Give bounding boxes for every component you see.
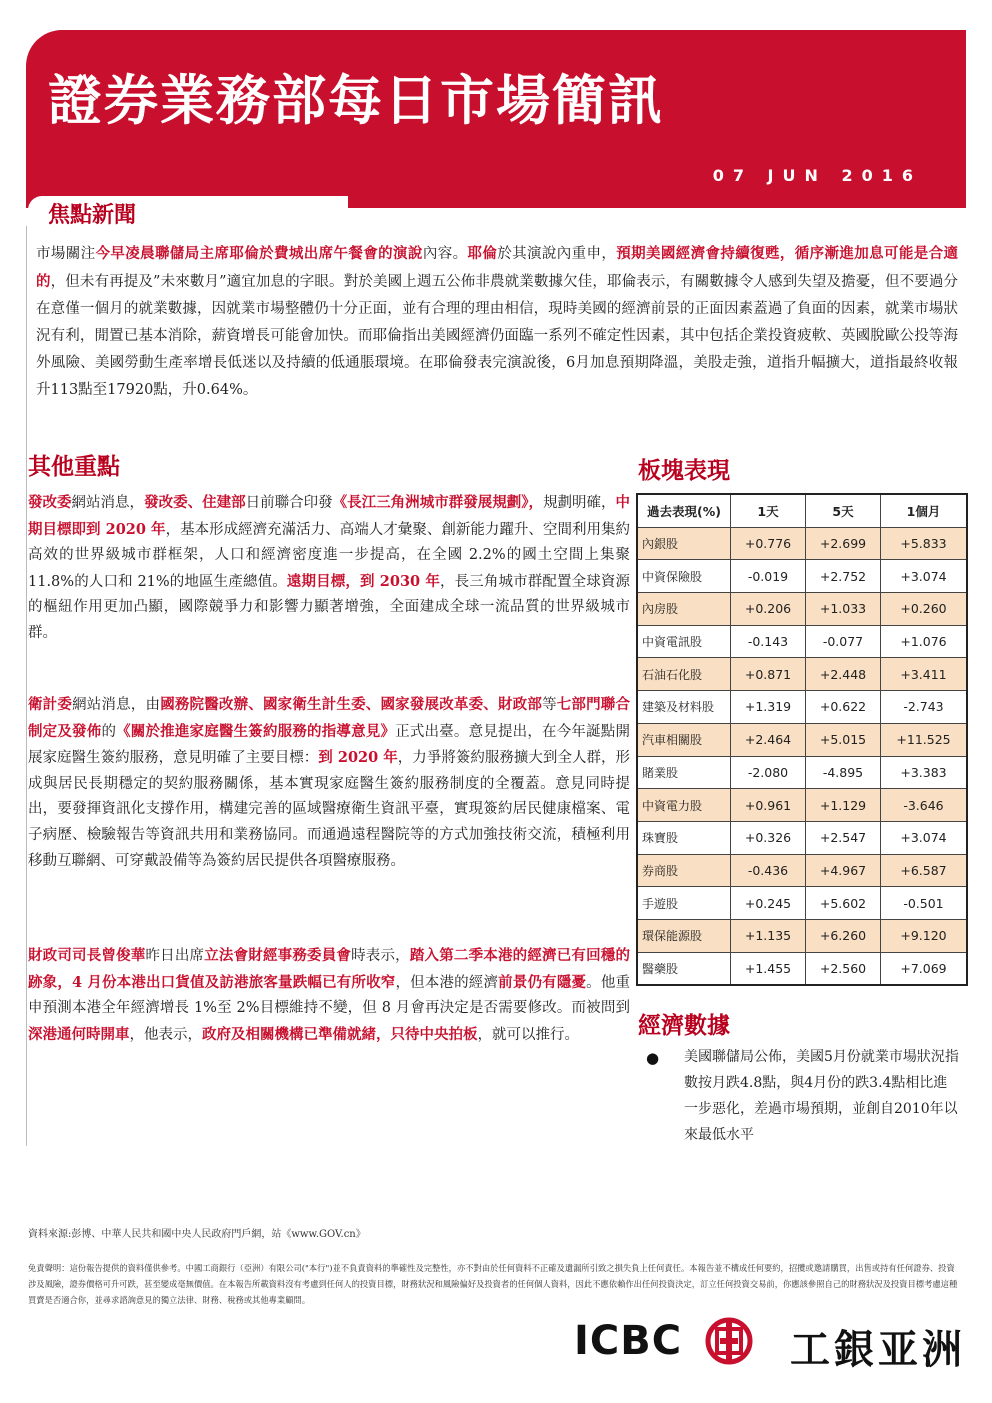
sector-value-cell: +0.871: [731, 658, 806, 691]
news-paragraph-ndrc: [28, 490, 630, 647]
highlight-text: 前景仍有隱憂: [498, 973, 587, 991]
highlight-text: 政府及相關機構已準備就緒，只待中央拍板: [202, 1025, 478, 1043]
sector-value-cell: +2.560: [806, 952, 881, 985]
sector-value-cell: -0.143: [731, 625, 806, 658]
sector-value-cell: +2.464: [731, 723, 806, 756]
sector-value-cell: -0.501: [881, 887, 968, 920]
highlight-text: 今早凌晨聯儲局主席耶倫於費城出席午餐會的演說: [95, 245, 423, 262]
sector-name-cell: 內房股: [637, 593, 731, 626]
sector-name-cell: 環保能源股: [637, 919, 731, 952]
sector-value-cell: +0.326: [731, 821, 806, 854]
page-title: 證券業務部每日市場簡訊: [48, 69, 664, 132]
sector-value-cell: +1.129: [806, 789, 881, 822]
sector-value-cell: +1.135: [731, 919, 806, 952]
sector-name-cell: 石油石化股: [637, 658, 731, 691]
body-text: 時表示，: [351, 948, 410, 964]
economy-section-title: 經濟數據: [638, 1013, 730, 1039]
highlight-text: 立法會財經事務委員會: [204, 947, 352, 964]
sector-value-cell: +1.033: [806, 593, 881, 626]
sector-value-cell: +1.076: [881, 625, 968, 658]
sector-value-cell: +9.120: [881, 919, 968, 952]
table-row: [637, 756, 967, 789]
sector-value-cell: -0.436: [731, 854, 806, 887]
news-paragraph-health: [28, 692, 630, 874]
table-row: [637, 789, 967, 822]
sector-value-cell: +2.752: [806, 560, 881, 593]
highlight-text: 財政司司長曾俊華: [28, 947, 146, 964]
focus-section-title: 焦點新聞: [48, 203, 137, 228]
sector-value-cell: -0.077: [806, 625, 881, 658]
table-row: [637, 723, 967, 756]
icbc-logo: [574, 1316, 966, 1373]
table-row: [637, 691, 967, 724]
report-date: 07 JUN 2016: [712, 166, 922, 185]
sector-value-cell: -2.080: [731, 756, 806, 789]
sector-value-cell: +7.069: [881, 952, 968, 985]
sector-value-cell: +2.448: [806, 658, 881, 691]
body-text: 的: [101, 723, 117, 740]
highlight-text: 《關於推進家庭醫生簽約服務的指導意見》: [116, 722, 396, 740]
body-text: ，他表示，: [129, 1026, 202, 1043]
data-source: 資料來源:彭博、中華人民共和國中央人民政府門戶網，站《www.GOV.cn》: [28, 1229, 366, 1240]
highlight-text: 深港通何時開車: [28, 1025, 130, 1043]
sector-value-cell: +5.602: [806, 887, 881, 920]
highlight-text: 中期目標即到 2020 年: [28, 494, 631, 538]
sector-section-title: 板塊表現: [638, 458, 730, 484]
table-row: [637, 527, 967, 560]
sector-name-cell: 中資電力股: [637, 789, 731, 822]
sector-name-cell: 珠寶股: [637, 821, 731, 854]
sector-value-cell: +6.260: [806, 919, 881, 952]
sector-value-cell: +2.699: [806, 527, 881, 560]
sector-value-cell: +5.015: [806, 723, 881, 756]
economy-item: 美國聯儲局公佈，美國5月份就業市場狀況指數按月跌4.8點，與4月份的跌3.4點相比進一步惡化，差過市場預期，並創自2010年以來最低水平: [684, 1049, 959, 1143]
sector-value-cell: +1.319: [731, 691, 806, 724]
table-row: [637, 952, 967, 985]
highlight-text: 七部門聯合制定及發佈: [28, 696, 630, 740]
highlight-text: 《長江三角洲城市群發展規劃》，: [332, 494, 543, 511]
table-row: [637, 854, 967, 887]
sector-name-cell: 建築及材料股: [637, 691, 731, 724]
highlight-text: 踏入第二季本港的經濟已有回穩的跡象，4 月份本港出口貨值及訪港旅客量跌幅已有所收窄: [28, 947, 630, 991]
body-text: 內容。: [422, 246, 468, 262]
table-row: [637, 887, 967, 920]
sector-value-cell: +0.206: [731, 593, 806, 626]
table-row: [637, 919, 967, 952]
highlight-text: 遠期目標，到 2030 年: [286, 572, 440, 590]
sector-performance-table: [636, 493, 968, 986]
sector-value-cell: -0.019: [731, 560, 806, 593]
others-section-title: 其他重點: [28, 454, 120, 480]
left-divider: [26, 226, 27, 1146]
sector-value-cell: +3.074: [881, 821, 968, 854]
sector-value-cell: +3.383: [881, 756, 968, 789]
body-text: ，長三角城市群配置全球資源的樞紐作用更加凸顯，國際競爭力和影響力顯著增強，全面建成全球一流品質的世界級城市群。: [28, 573, 631, 641]
highlight-text: 發改委、住建部: [144, 494, 246, 511]
sector-value-cell: +0.245: [731, 887, 806, 920]
logo-text-en: ICBC: [574, 1318, 683, 1364]
body-text: 網站消息，: [71, 495, 145, 511]
body-text: 等: [542, 697, 557, 713]
sector-value-cell: +2.547: [806, 821, 881, 854]
sector-value-cell: +0.622: [806, 691, 881, 724]
table-row: [637, 625, 967, 658]
sector-value-cell: +3.411: [881, 658, 968, 691]
sector-value-cell: -4.895: [806, 756, 881, 789]
header-1d: 1天: [731, 494, 806, 527]
sector-value-cell: +11.525: [881, 723, 968, 756]
table-header-row: [637, 494, 967, 527]
sector-name-cell: 賭業股: [637, 756, 731, 789]
sector-name-cell: 中資保險股: [637, 560, 731, 593]
body-text: ，但未有再提及”未來數月”適宜加息的字眼。對於美國上週五公佈非農就業數據欠佳，耶倫表示，有關數據令人感到失望及擔憂，但不要過分在意僅一個月的就業數據，因就業市場整體仍十分正面，並有合理的理由相信，現時美國的經濟前景的正面因素蓋過了負面的因素，就業市場狀況有利，閒置已基本消除，薪資增長可能會加快。而耶倫指出美國經濟仍面臨一系列不確定性因素，其中包括企業投資疲軟、英國脫歐公投等海外風險、美國勞動生產率增長低迷以及持續的低通脹環境。在耶倫發表完演說後，6月加息預期降溫，美股走強，道指升幅擴大，道指最終收報升113點至17920點，升0.64%。: [36, 274, 959, 398]
icbc-seal-icon: [704, 1316, 754, 1366]
table-row: [637, 593, 967, 626]
disclaimer: 免責聲明：這份報告提供的資料僅供參考。中國工商銀行（亞洲）有限公司("本行")並不負責資料的準確性及完整性，亦不對由於任何資料不正確及遺漏所引致之損失負上任何責任。本報告並不構成任何要約，招攬或邀請購買，出售或持有任何證券、投資涉及風險，證券價格可升可跌，甚至變成毫無價值。在本報告所載資料沒有考慮到任何人的投資目標，財務狀況和風險偏好及投資者的任何個人資料，因此不應依賴作出任何投資決定，訂立任何投資交易前，你應該參照自己的財務狀況及投資目標考慮這種買賣是否適合你，並尋求諮詢意見的獨立法律、財務、稅務或其他專業顧問。: [28, 1263, 958, 1305]
body-text: ，但本港的經濟: [395, 974, 499, 991]
body-text: ，力爭將簽約服務擴大到全人群，形成與居民長期穩定的契約服務關係，基本實現家庭醫生簽約服務制度的全覆蓋。意見同時提出，要發揮資訊化支撐作用，構建完善的區域醫療衛生資訊平臺，實現簽約居民健康檔案、電子病歷、檢驗報告等資訊共用和業務協同。而通過遠程醫院等的方式加強技術交流，積極利用移動互聯網、可穿戴設備等為簽約居民提供各項醫療服務。: [28, 750, 631, 869]
sector-value-cell: +1.455: [731, 952, 806, 985]
sector-value-cell: +0.961: [731, 789, 806, 822]
logo-text-cn: 工銀亚洲: [790, 1327, 966, 1373]
table-row: [637, 658, 967, 691]
news-paragraph-finance: [28, 943, 630, 1048]
body-text: 市場關注: [36, 246, 96, 262]
body-text: 於其演說內重申，: [497, 246, 617, 262]
sector-name-cell: 內銀股: [637, 527, 731, 560]
sector-value-cell: +3.074: [881, 560, 968, 593]
header-1m: 1個月: [881, 494, 968, 527]
sector-value-cell: +4.967: [806, 854, 881, 887]
sector-value-cell: +6.587: [881, 854, 968, 887]
header-5d: 5天: [806, 494, 881, 527]
sector-name-cell: 券商股: [637, 854, 731, 887]
table-row: [637, 821, 967, 854]
highlight-text: 衛計委: [28, 696, 73, 713]
body-text: 。他重申預測本港全年經濟增長 1%至 2%目標維持不變，但 8 月會再決定是否需要修改。而被問到: [28, 974, 631, 1017]
body-text: 日前聯合印發: [245, 495, 333, 511]
focus-news-text: [36, 240, 958, 404]
highlight-text: 發改委: [28, 494, 72, 511]
body-text: ，就可以推行。: [477, 1026, 579, 1043]
sector-name-cell: 中資電訊股: [637, 625, 731, 658]
table-row: [637, 560, 967, 593]
highlight-text: 到 2020 年: [318, 749, 398, 767]
bullet-icon: ●: [646, 1049, 660, 1067]
sector-value-cell: -3.646: [881, 789, 968, 822]
highlight-text: 耶倫: [467, 245, 498, 262]
body-text: 昨日出席: [145, 948, 205, 964]
sector-name-cell: 汽車相關股: [637, 723, 731, 756]
body-text: 正式出臺。意見提出，在今年誕點開展家庭醫生簽約服務，意見明確了主要目標：: [28, 723, 630, 767]
sector-value-cell: -2.743: [881, 691, 968, 724]
sector-name-cell: 手遊股: [637, 887, 731, 920]
body-text: ，基本形成經濟充滿活力、高端人才彙聚、創新能力躍升、空間利用集約高效的世界級城市群框架，人口和經濟密度進一步提高，在全國 2.2%的國土空間上集聚 11.8%的人口和 21%的地區生產總值。: [28, 521, 631, 590]
header-period: 過去表現(%): [637, 494, 731, 527]
sector-value-cell: +0.776: [731, 527, 806, 560]
sector-name-cell: 醫藥股: [637, 952, 731, 985]
highlight-text: 預期美國經濟會持續復甦，循序漸進加息可能是合適的: [36, 245, 959, 290]
sector-value-cell: +5.833: [881, 527, 968, 560]
highlight-text: 國務院醫改辦、國家衛生計生委、國家發展改革委、財政部: [160, 696, 543, 713]
body-text: 規劃明確，: [543, 495, 616, 511]
sector-value-cell: +0.260: [881, 593, 968, 626]
body-text: 網站消息，由: [72, 697, 161, 713]
